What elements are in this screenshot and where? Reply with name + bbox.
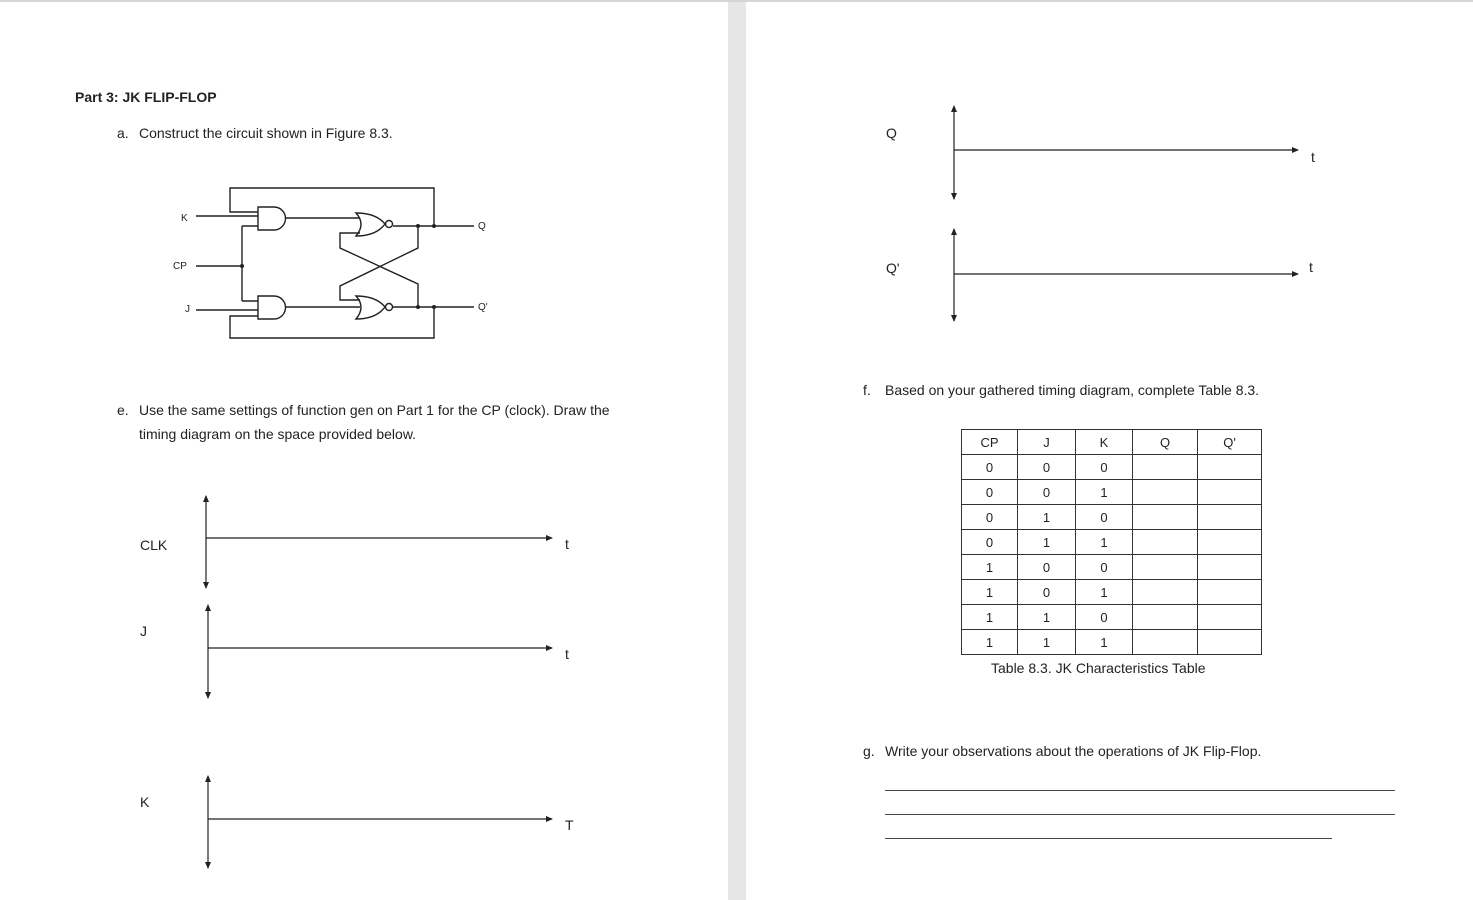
table-row — [962, 530, 1262, 555]
label-cp: CP — [173, 261, 187, 272]
step-g-text: Write your observations about the operations of JK Flip-Flop. — [885, 743, 1262, 759]
cell-k: 1 — [1076, 580, 1133, 605]
document-page-left — [0, 2, 728, 900]
table-row — [962, 455, 1262, 480]
header-q: Q — [1133, 430, 1198, 455]
timing-label-qbar: Q' — [886, 260, 900, 276]
cell-j: 0 — [1018, 480, 1076, 505]
cell-cp: 1 — [962, 605, 1018, 630]
cell-q — [1133, 505, 1198, 530]
label-j: J — [185, 304, 190, 315]
cell-k: 0 — [1076, 605, 1133, 630]
answer-line-3[interactable] — [885, 838, 1332, 839]
cell-qbar — [1198, 455, 1262, 480]
timing-label-k: K — [140, 794, 150, 810]
cell-q — [1133, 480, 1198, 505]
cell-cp: 0 — [962, 480, 1018, 505]
table-header-row — [962, 430, 1262, 455]
table-row — [962, 605, 1262, 630]
step-f-text: Based on your gathered timing diagram, complete Table 8.3. — [885, 382, 1260, 398]
cell-k: 0 — [1076, 455, 1133, 480]
cell-qbar — [1198, 480, 1262, 505]
cell-q — [1133, 455, 1198, 480]
table-row — [962, 505, 1262, 530]
label-qbar: Q' — [478, 302, 488, 313]
cell-k: 1 — [1076, 630, 1133, 655]
table-row — [962, 580, 1262, 605]
clk-axis-t: t — [565, 536, 569, 552]
step-e-line2: timing diagram on the space provided below. — [139, 426, 417, 442]
label-k: K — [181, 213, 188, 224]
k-axis-t: T — [565, 817, 574, 833]
header-j: J — [1018, 430, 1076, 455]
cell-j: 0 — [1018, 555, 1076, 580]
cell-cp: 1 — [962, 555, 1018, 580]
cell-qbar — [1198, 555, 1262, 580]
timing-label-q: Q — [886, 125, 897, 141]
step-a-marker: a. — [117, 125, 129, 141]
table-caption: Table 8.3. JK Characteristics Table — [991, 660, 1206, 676]
cell-k: 1 — [1076, 530, 1133, 555]
q-axis-t: t — [1311, 149, 1315, 165]
header-cp: CP — [962, 430, 1018, 455]
step-g-marker: g. — [863, 743, 875, 759]
header-k: K — [1076, 430, 1133, 455]
cell-q — [1133, 530, 1198, 555]
header-qbar: Q' — [1198, 430, 1262, 455]
label-q: Q — [478, 221, 486, 232]
qbar-axis-t: t — [1309, 259, 1313, 275]
timing-axes-left — [0, 2, 728, 900]
answer-line-1[interactable] — [885, 790, 1395, 791]
table-row — [962, 630, 1262, 655]
cell-k: 1 — [1076, 480, 1133, 505]
cell-cp: 1 — [962, 630, 1018, 655]
cell-q — [1133, 580, 1198, 605]
cell-qbar — [1198, 605, 1262, 630]
section-heading: Part 3: JK FLIP-FLOP — [75, 89, 217, 105]
cell-j: 0 — [1018, 580, 1076, 605]
document-page-right — [746, 2, 1473, 900]
cell-qbar — [1198, 580, 1262, 605]
step-f-marker: f. — [863, 382, 871, 398]
cell-qbar — [1198, 530, 1262, 555]
cell-q — [1133, 555, 1198, 580]
timing-label-clk: CLK — [140, 537, 168, 553]
cell-k: 0 — [1076, 555, 1133, 580]
table-row — [962, 480, 1262, 505]
cell-j: 1 — [1018, 505, 1076, 530]
answer-line-2[interactable] — [885, 814, 1395, 815]
cell-j: 0 — [1018, 455, 1076, 480]
table-row — [962, 555, 1262, 580]
step-a-text: Construct the circuit shown in Figure 8.3. — [139, 125, 393, 141]
step-e-line1: Use the same settings of function gen on Part 1 for the CP (clock). Draw the — [139, 402, 610, 418]
cell-q — [1133, 605, 1198, 630]
step-e-marker: e. — [117, 402, 129, 418]
cell-j: 1 — [1018, 630, 1076, 655]
jk-characteristics-table — [961, 429, 1262, 655]
cell-j: 1 — [1018, 530, 1076, 555]
cell-j: 1 — [1018, 605, 1076, 630]
timing-label-j: J — [140, 623, 147, 639]
cell-cp: 0 — [962, 505, 1018, 530]
j-axis-t: t — [565, 646, 569, 662]
cell-q — [1133, 630, 1198, 655]
cell-k: 0 — [1076, 505, 1133, 530]
cell-cp: 1 — [962, 580, 1018, 605]
cell-cp: 0 — [962, 530, 1018, 555]
cell-cp: 0 — [962, 455, 1018, 480]
cell-qbar — [1198, 505, 1262, 530]
cell-qbar — [1198, 630, 1262, 655]
